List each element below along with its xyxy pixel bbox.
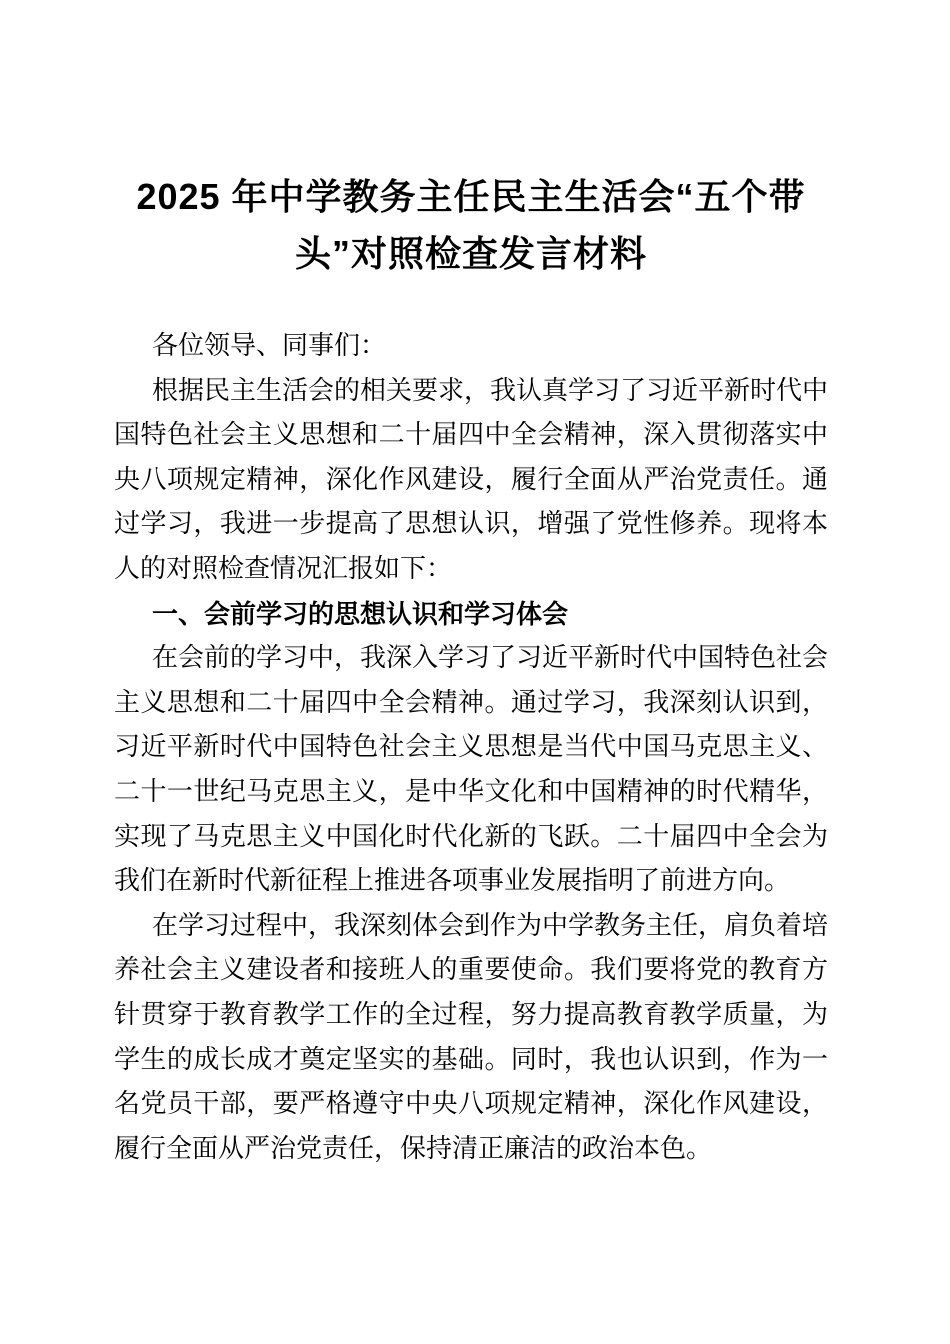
section-heading: 一、会前学习的思想认识和学习体会 <box>152 598 569 629</box>
paragraph-2: 根据民主生活会的相关要求，我认真学习了习近平新时代中国特色社会主义思想和二十届四中全会精神，深入贯彻落实中央八项规定精神，深化作风建设，履行全面从严治党责任。通过学习，我进一步提高了思想认识，增强了党性修养。现将本人的对照检查情况汇报如下： <box>114 375 829 583</box>
paragraph-5: 在学习过程中，我深刻体会到作为中学教务主任，肩负着培养社会主义建设者和接班人的重要使命。我们要将党的教育方针贯穿于教育教学工作的全过程，努力提高教育教学质量，为学生的成长成才奠定坚实的基础。同时，我也认识到，作为一名党员干部，要严格遵守中央八项规定精神，深化作风建设，履行全面从严治党责任，保持清正廉洁的政治本色。 <box>114 910 829 1163</box>
document-title <box>114 168 828 282</box>
paragraph-4: 在会前的学习中，我深入学习了习近平新时代中国特色社会主义思想和二十届四中全会精神。通过学习，我深刻认识到，习近平新时代中国特色社会主义思想是当代中国马克思主义、二十一世纪马克思主义，是中华文化和中国精神的时代精华，实现了马克思主义中国化时代化新的飞跃。二十届四中全会为我们在新时代新征程上推进各项事业发展指明了前进方向。 <box>114 643 829 896</box>
document-body <box>114 324 828 1171</box>
document-title-line-1: 2025 年中学教务主任民主生活会“五个带 <box>136 176 806 217</box>
paragraph-1: 各位领导、同事们： <box>152 331 387 360</box>
document-title-line-2: 头”对照检查发言材料 <box>294 233 647 274</box>
